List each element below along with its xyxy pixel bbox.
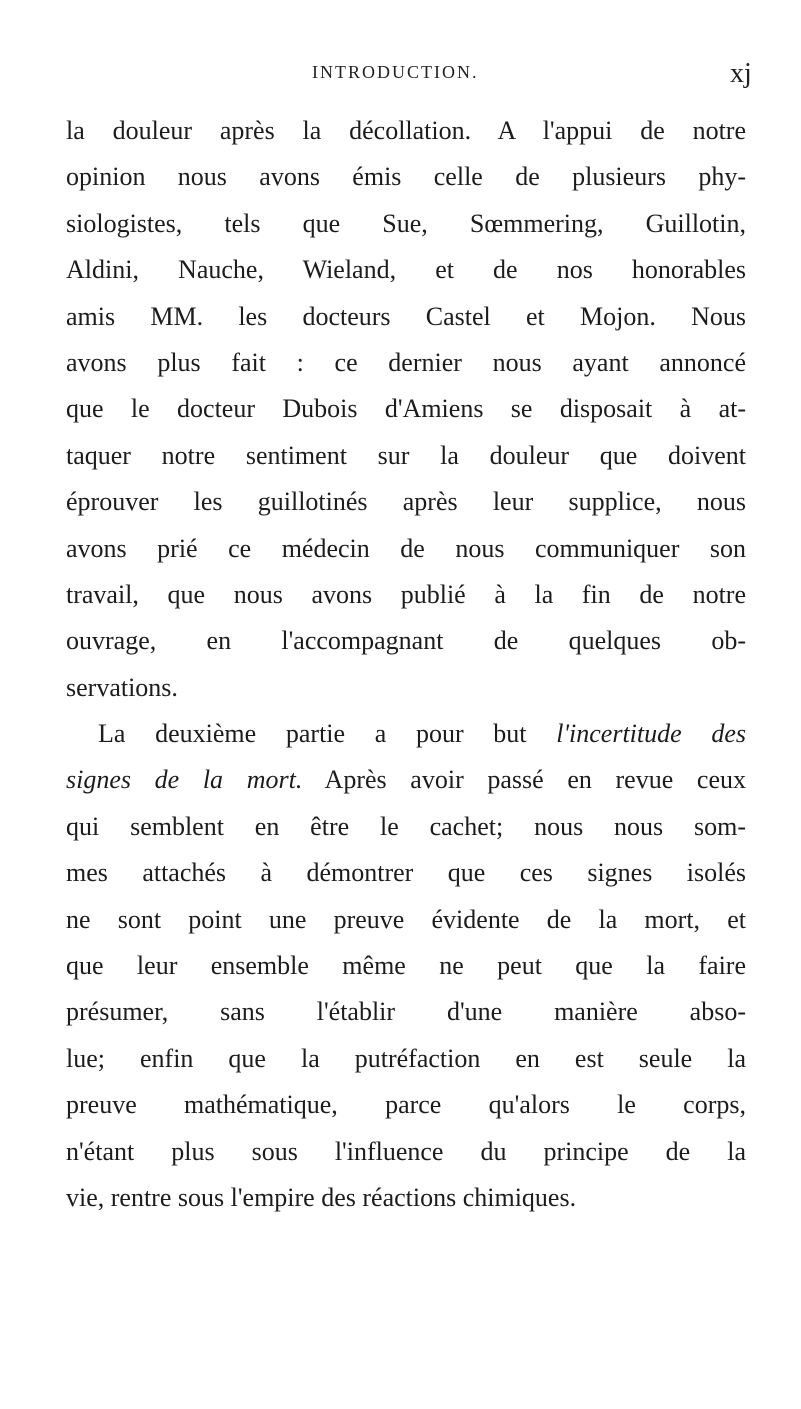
text-line: n'étant plus sous l'influence du principe de la bbox=[66, 1136, 746, 1166]
text-line: que le docteur Dubois d'Amiens se disposait à at- bbox=[66, 394, 746, 424]
text-line: servations. bbox=[66, 672, 178, 702]
text-line: preuve mathématique, parce qu'alors le corps, bbox=[66, 1090, 746, 1120]
text-line: éprouver les guillotinés après leur supplice, nous bbox=[66, 487, 746, 517]
text-line: La deuxième partie a pour but l'incertitude des bbox=[98, 719, 746, 749]
page-number: xj bbox=[730, 58, 752, 89]
text-line: taquer notre sentiment sur la douleur que doivent bbox=[66, 440, 746, 470]
text-line: amis MM. les docteurs Castel et Mojon. Nous bbox=[66, 301, 746, 331]
text-line: avons plus fait : ce dernier nous ayant annoncé bbox=[66, 347, 746, 377]
text-line: qui semblent en être le cachet; nous nous som- bbox=[66, 811, 746, 841]
text-line: vie, rentre sous l'empire des réactions chimiques. bbox=[66, 1182, 577, 1212]
text-line: ouvrage, en l'accompagnant de quelques ob- bbox=[66, 626, 746, 656]
italic-phrase: l'incertitude des bbox=[556, 719, 746, 749]
paragraph-1 bbox=[66, 108, 746, 711]
text-line: mes attachés à démontrer que ces signes isolés bbox=[66, 858, 746, 888]
paragraph-2 bbox=[66, 711, 746, 1221]
text-line: la douleur après la décollation. A l'appui de notre bbox=[66, 116, 746, 145]
text-line: avons prié ce médecin de nous communiquer son bbox=[66, 533, 746, 563]
text-line: travail, que nous avons publié à la fin de notre bbox=[66, 579, 746, 609]
text-line: lue; enfin que la putréfaction en est seule la bbox=[66, 1043, 746, 1073]
italic-phrase: signes de la mort. bbox=[66, 765, 303, 795]
text-line: présumer, sans l'établir d'une manière abso- bbox=[66, 997, 746, 1027]
text-line: ne sont point une preuve évidente de la mort, et bbox=[66, 904, 746, 934]
text-line: opinion nous avons émis celle de plusieurs phy- bbox=[66, 162, 746, 192]
text-line: Aldini, Nauche, Wieland, et de nos honorables bbox=[66, 255, 746, 285]
text-line: siologistes, tels que Sue, Sœmmering, Guillotin, bbox=[66, 208, 746, 238]
text-line: signes de la mort. Après avoir passé en revue ceux bbox=[66, 765, 746, 795]
body-text bbox=[66, 108, 746, 1221]
running-head: INTRODUCTION. bbox=[312, 62, 479, 82]
text-line: que leur ensemble même ne peut que la faire bbox=[66, 951, 746, 981]
